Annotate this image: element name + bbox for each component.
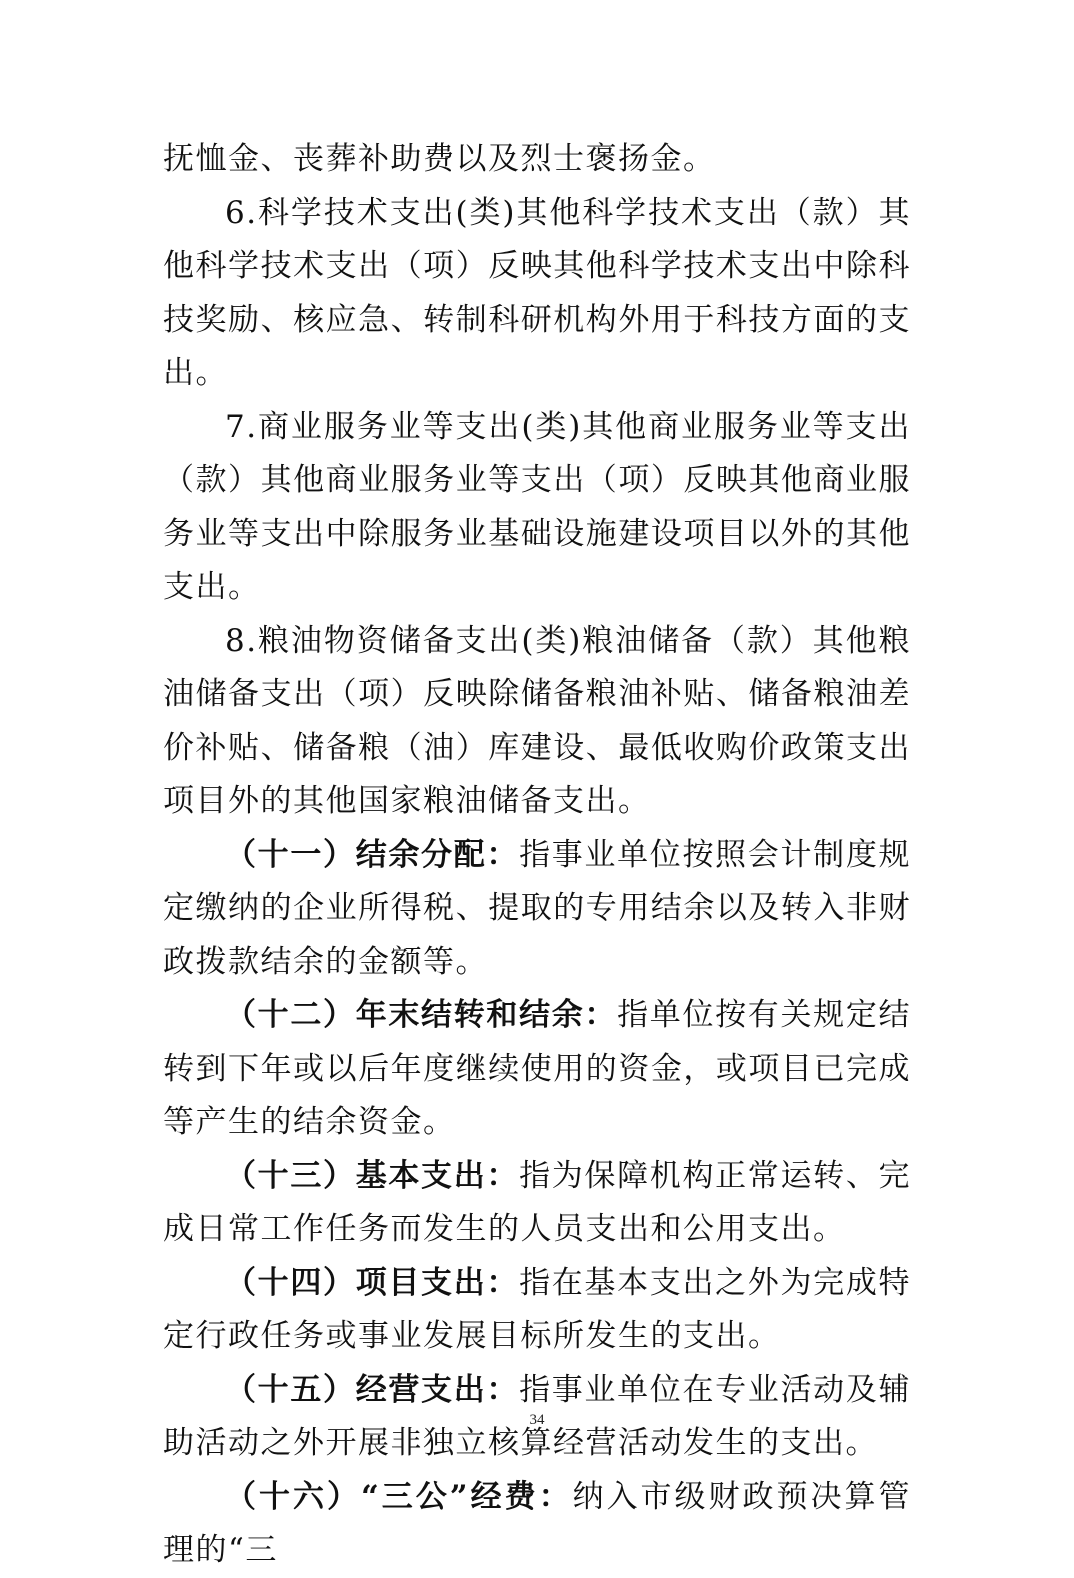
paragraph-10-term: （十六）“三公”经费： — [225, 1478, 573, 1515]
paragraph-1-text: 抚恤金、丧葬补助费以及烈士褒扬金。 — [163, 141, 716, 177]
paragraph-8 — [163, 1257, 911, 1364]
paragraph-6-text: 指单位按有关规定结转到下年或以后年度继续使用的资金，或项目已完成等产生的结余资金。 — [163, 997, 912, 1140]
paragraph-4 — [163, 615, 911, 829]
paragraph-7-term: （十三）基本支出： — [225, 1157, 520, 1194]
paragraph-5 — [163, 829, 911, 990]
paragraph-4-text: 8.粮油物资储备支出(类)粮油储备（款）其他粮油储备支出（项）反映除储备粮油补贴、储备粮油差价补贴、储备粮（油）库建设、最低收购价政策支出项目外的其他国家粮油储备支出。 — [163, 622, 911, 819]
paragraph-3 — [163, 401, 911, 615]
paragraph-5-text: 指事业单位按照会计制度规定缴纳的企业所得税、提取的专用结余以及转入非财政拨款结余的金额等。 — [163, 836, 912, 980]
paragraph-6 — [163, 989, 911, 1150]
paragraph-10 — [163, 1471, 911, 1578]
paragraph-8-text: 指在基本支出之外为完成特定行政任务或事业发展目标所发生的支出。 — [163, 1264, 912, 1354]
paragraph-2-text: 6.科学技术支出(类)其他科学技术支出（款）其他科学技术支出（项）反映其他科学技术支出中除科技奖励、核应急、转制科研机构外用于科技方面的支出。 — [163, 194, 911, 391]
paragraph-1 — [163, 133, 911, 187]
paragraph-9-text: 指事业单位在专业活动及辅助活动之外开展非独立核算经营活动发生的支出。 — [163, 1371, 912, 1461]
paragraph-7-text: 指为保障机构正常运转、完成日常工作任务而发生的人员支出和公用支出。 — [163, 1157, 912, 1247]
paragraph-3-text: 7.商业服务业等支出(类)其他商业服务业等支出（款）其他商业服务业等支出（项）反映其他商业服务业等支出中除服务业基础设施建设项目以外的其他支出。 — [163, 408, 911, 605]
paragraph-9-term: （十五）经营支出： — [225, 1371, 520, 1408]
page-number: 34 — [529, 1412, 545, 1428]
paragraph-2 — [163, 187, 911, 401]
paragraph-6-term: （十二）年末结转和结余： — [225, 997, 618, 1033]
paragraph-10-text: 纳入市级财政预决算管理的“三 — [163, 1478, 911, 1568]
body-text — [163, 133, 911, 1578]
paragraph-8-term: （十四）项目支出： — [225, 1264, 520, 1301]
paragraph-5-term: （十一）结余分配： — [225, 836, 520, 873]
paragraph-7 — [163, 1150, 911, 1257]
